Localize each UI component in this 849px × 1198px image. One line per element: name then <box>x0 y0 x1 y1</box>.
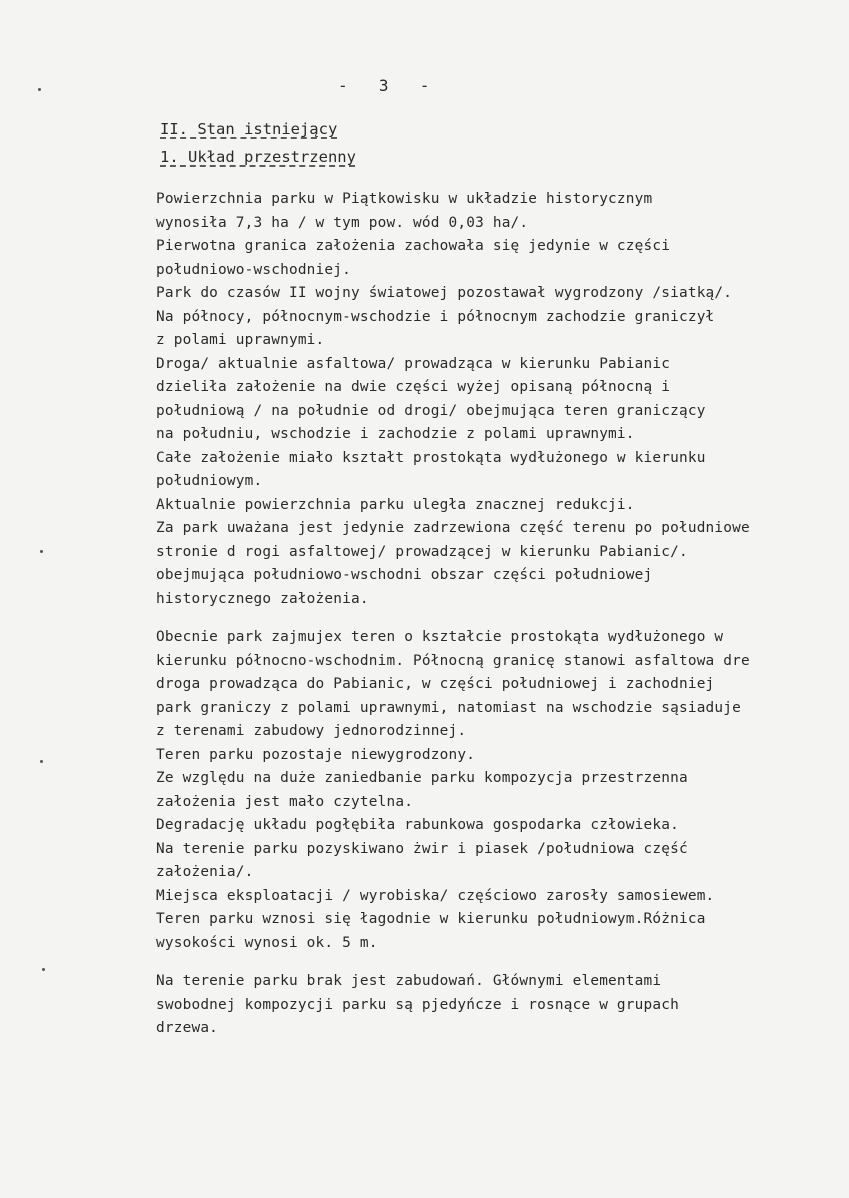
margin-mark <box>40 550 43 553</box>
text-line: wynosiła 7,3 ha / w tym pow. wód 0,03 ha/. <box>156 214 529 231</box>
margin-mark <box>38 88 41 91</box>
text-line: Teren parku wznosi się łagodnie w kierunku południowym.Różnica <box>156 911 706 927</box>
paragraph <box>156 970 849 1041</box>
section-heading: II. Stan istniejący <box>160 120 338 138</box>
text-line: Obecnie park zajmujex teren o kształcie prostokąta wydłużonego w <box>156 629 724 645</box>
text-line: z terenami zabudowy jednorodzinnej. <box>156 723 467 739</box>
text-line: drzewa. <box>156 1020 219 1036</box>
text-line: Powierzchnia parku w Piątkowisku w układzie historycznym <box>156 191 653 207</box>
subsection-heading: 1. Układ przestrzenny <box>160 148 356 166</box>
text-line: na południu, wschodzie i zachodzie z polami uprawnymi. <box>156 426 635 442</box>
text-line: południową / na południe od drogi/ obejmująca teren graniczący <box>156 402 706 419</box>
text-line: obejmująca południowo-wschodni obszar części południowej <box>156 567 653 583</box>
text-line: Miejsca eksploatacji / wyrobiska/ częściowo zarosły samosiewem. <box>156 887 715 904</box>
text-line: Degradację układu pogłębiła rabunkowa gospodarka człowieka. <box>156 817 679 833</box>
text-line: Park do czasów II wojny światowej pozostawał wygrodzony /siatką/. <box>156 285 733 301</box>
text-line: Na terenie parku pozyskiwano żwir i piasek /południowa część <box>156 840 688 857</box>
text-line: Całe założenie miało kształt prostokąta wydłużonego w kierunku <box>156 449 706 466</box>
text-line: kierunku północno-wschodnim. Północną granicę stanowi asfaltowa dre <box>156 652 750 669</box>
page-number: - 3 - <box>338 76 434 95</box>
text-line: Teren parku pozostaje niewygrodzony. <box>156 746 476 763</box>
text-line: dzieliła założenie na dwie części wyżej opisaną północną i <box>156 379 671 395</box>
text-line: Za park uważana jest jedynie zadrzewiona część terenu po południowe <box>156 520 750 536</box>
text-line: południowo-wschodniej. <box>156 261 352 278</box>
text-line: historycznego założenia. <box>156 590 369 607</box>
text-line: swobodnej kompozycji parku są pjedyńcze i rosnące w grupach <box>156 996 679 1013</box>
paragraph-gap <box>156 955 849 970</box>
text-line: Ze względu na duże zaniedbanie parku kompozycja przestrzenna <box>156 770 688 786</box>
paragraph <box>156 626 849 955</box>
text-line: Droga/ aktualnie asfaltowa/ prowadząca w kierunku Pabianic <box>156 355 671 372</box>
text-line: Na terenie parku brak jest zabudowań. Głównymi elementami <box>156 973 662 989</box>
margin-mark <box>42 968 45 971</box>
text-line: wysokości wynosi ok. 5 m. <box>156 934 378 951</box>
text-line: Pierwotna granica założenia zachowała się jedynie w części <box>156 238 671 254</box>
text-line: założenia jest mało czytelna. <box>156 793 414 810</box>
margin-mark <box>40 760 43 763</box>
body-text <box>156 188 849 1041</box>
text-line: założenia/. <box>156 864 254 880</box>
text-line: Na północy, północnym-wschodzie i północnym zachodzie graniczył <box>156 308 715 325</box>
text-line: południowym. <box>156 473 263 489</box>
paragraph <box>156 188 849 611</box>
paragraph-gap <box>156 611 849 626</box>
text-line: z polami uprawnymi. <box>156 332 325 348</box>
text-line: Aktualnie powierzchnia parku uległa znacznej redukcji. <box>156 496 635 513</box>
text-line: droga prowadząca do Pabianic, w części południowej i zachodniej <box>156 676 715 692</box>
text-line: stronie d rogi asfaltowej/ prowadzącej w kierunku Pabianic/. <box>156 543 688 560</box>
text-line: park graniczy z polami uprawnymi, natomiast na wschodzie sąsiaduje <box>156 699 742 716</box>
